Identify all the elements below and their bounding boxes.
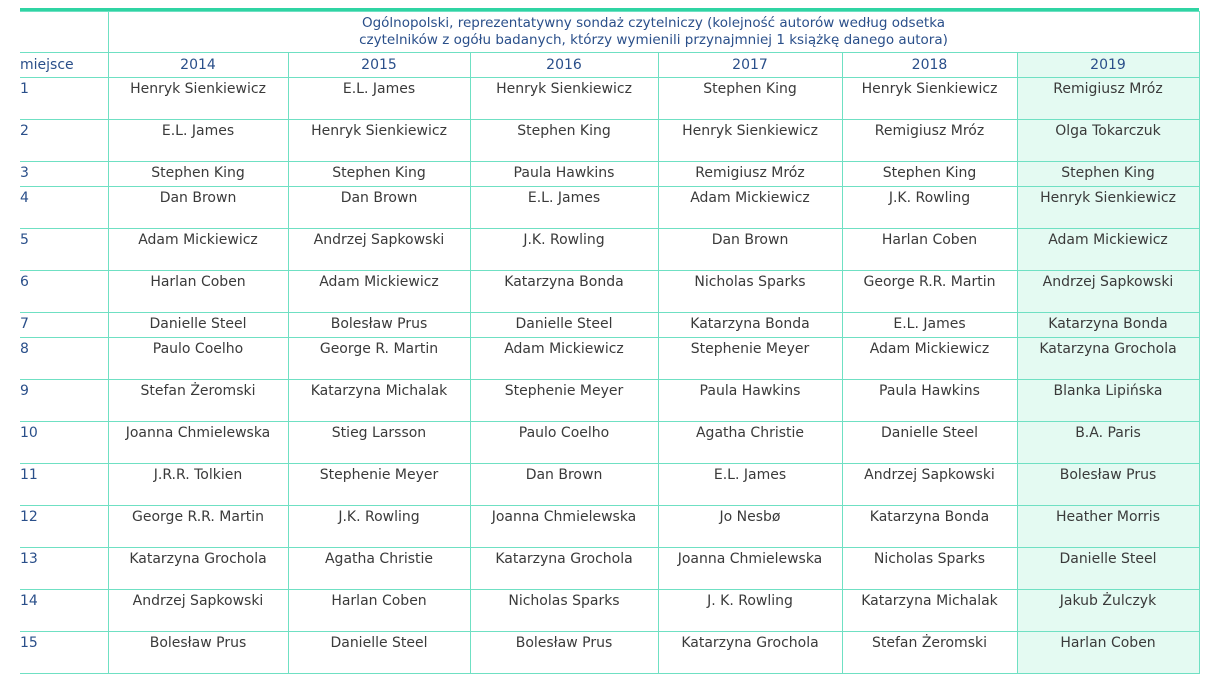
author-cell xyxy=(470,78,658,120)
title-blank-cell xyxy=(20,12,108,53)
rank-cell: 10 xyxy=(20,422,108,464)
author-cell xyxy=(1017,313,1199,338)
author-name: Henryk Sienkiewicz xyxy=(311,123,447,139)
table-title-line-1: Ogólnopolski, reprezentatywny sondaż czytelniczy (kolejność autorów według odsetka xyxy=(361,15,946,31)
author-name: Stephen King xyxy=(1061,165,1155,181)
author-cell xyxy=(470,187,658,229)
author-name: Stephen King xyxy=(703,81,797,97)
author-name: Harlan Coben xyxy=(150,274,246,290)
author-name: George R.R. Martin xyxy=(132,509,264,525)
author-cell xyxy=(1017,632,1199,674)
author-cell xyxy=(1017,590,1199,632)
author-name: B.A. Paris xyxy=(1075,425,1141,441)
author-cell xyxy=(108,162,288,187)
author-name: J. K. Rowling xyxy=(707,593,793,609)
author-cell xyxy=(470,590,658,632)
table-row xyxy=(20,380,1199,422)
author-name: Stephenie Meyer xyxy=(504,383,624,399)
author-name: Danielle Steel xyxy=(149,316,247,332)
rank-cell: 14 xyxy=(20,590,108,632)
author-name: E.L. James xyxy=(893,316,966,332)
author-cell xyxy=(842,464,1017,506)
author-name: Stephen King xyxy=(517,123,611,139)
author-name: Katarzyna Bonda xyxy=(1048,316,1168,332)
author-cell xyxy=(842,187,1017,229)
rank-column-header: miejsce xyxy=(20,53,108,78)
author-name: Stephen King xyxy=(151,165,245,181)
author-cell xyxy=(1017,338,1199,380)
author-name: Olga Tokarczuk xyxy=(1055,123,1161,139)
author-name: Dan Brown xyxy=(711,232,789,248)
author-cell xyxy=(842,590,1017,632)
author-name: Andrzej Sapkowski xyxy=(864,467,995,483)
author-name: Paula Hawkins xyxy=(513,165,615,181)
rank-cell: 7 xyxy=(20,313,108,338)
author-cell xyxy=(842,313,1017,338)
author-name: Katarzyna Bonda xyxy=(690,316,810,332)
author-name: Agatha Christie xyxy=(695,425,804,441)
author-name: E.L. James xyxy=(713,467,787,483)
author-cell xyxy=(658,632,842,674)
author-name: Harlan Coben xyxy=(331,593,427,609)
author-cell xyxy=(1017,120,1199,162)
table-row xyxy=(20,506,1199,548)
ranking-table-container xyxy=(20,8,1199,674)
author-name: Adam Mickiewicz xyxy=(690,190,810,206)
year-header-2019: 2019 xyxy=(1017,53,1199,78)
rank-cell: 8 xyxy=(20,338,108,380)
year-header-2016: 2016 xyxy=(470,53,658,78)
year-header-2015: 2015 xyxy=(288,53,470,78)
table-row xyxy=(20,338,1199,380)
author-cell xyxy=(288,187,470,229)
author-cell xyxy=(108,422,288,464)
author-name: Paulo Coelho xyxy=(518,425,610,441)
author-cell xyxy=(1017,506,1199,548)
author-name: Stieg Larsson xyxy=(331,425,427,441)
author-cell xyxy=(470,313,658,338)
author-cell xyxy=(108,271,288,313)
author-cell xyxy=(108,380,288,422)
table-row xyxy=(20,162,1199,187)
rank-cell: 9 xyxy=(20,380,108,422)
author-name: Nicholas Sparks xyxy=(694,274,806,290)
author-cell xyxy=(1017,162,1199,187)
rank-cell: 1 xyxy=(20,78,108,120)
author-name: Paula Hawkins xyxy=(879,383,980,399)
author-cell xyxy=(658,162,842,187)
author-name: Andrzej Sapkowski xyxy=(313,232,445,248)
author-cell xyxy=(842,271,1017,313)
author-name: Bolesław Prus xyxy=(149,635,247,651)
table-row xyxy=(20,464,1199,506)
author-name: Harlan Coben xyxy=(1060,635,1156,651)
author-name: Bolesław Prus xyxy=(1059,467,1157,483)
author-cell xyxy=(288,229,470,271)
author-cell xyxy=(108,338,288,380)
rank-cell: 13 xyxy=(20,548,108,590)
rank-cell: 5 xyxy=(20,229,108,271)
author-name: Bolesław Prus xyxy=(330,316,428,332)
author-name: Joanna Chmielewska xyxy=(491,509,637,525)
author-cell xyxy=(658,338,842,380)
author-name: E.L. James xyxy=(342,81,416,97)
author-cell xyxy=(1017,187,1199,229)
table-title xyxy=(108,12,1199,53)
author-cell xyxy=(108,229,288,271)
author-cell xyxy=(1017,229,1199,271)
author-cell xyxy=(470,548,658,590)
author-cell xyxy=(470,271,658,313)
author-name: Bolesław Prus xyxy=(515,635,613,651)
author-cell xyxy=(1017,380,1199,422)
author-name: Paula Hawkins xyxy=(699,383,801,399)
author-cell xyxy=(108,120,288,162)
author-name: Henryk Sienkiewicz xyxy=(1040,190,1176,206)
author-cell xyxy=(842,229,1017,271)
author-cell xyxy=(658,78,842,120)
author-name: George R. Martin xyxy=(319,341,439,357)
author-cell xyxy=(470,120,658,162)
author-name: Harlan Coben xyxy=(881,232,978,248)
author-cell xyxy=(470,464,658,506)
author-cell xyxy=(658,506,842,548)
author-cell xyxy=(842,422,1017,464)
author-cell xyxy=(108,632,288,674)
author-name: Danielle Steel xyxy=(880,425,979,441)
author-cell xyxy=(842,78,1017,120)
author-cell xyxy=(658,229,842,271)
authors-ranking-table xyxy=(20,11,1200,674)
author-cell xyxy=(288,338,470,380)
author-cell xyxy=(288,464,470,506)
author-name: Joanna Chmielewska xyxy=(125,425,271,441)
author-name: Katarzyna Michalak xyxy=(310,383,448,399)
year-header-2017: 2017 xyxy=(658,53,842,78)
author-name: Andrzej Sapkowski xyxy=(132,593,264,609)
author-cell xyxy=(1017,78,1199,120)
author-name: Remigiusz Mróz xyxy=(695,165,805,181)
table-row xyxy=(20,120,1199,162)
author-name: Adam Mickiewicz xyxy=(504,341,624,357)
author-cell xyxy=(108,590,288,632)
author-name: Stefan Żeromski xyxy=(140,383,256,399)
author-cell xyxy=(842,120,1017,162)
author-name: Stephen King xyxy=(882,165,977,181)
author-name: Blanka Lipińska xyxy=(1053,383,1163,399)
author-cell xyxy=(288,590,470,632)
table-row xyxy=(20,78,1199,120)
author-name: Katarzyna Grochola xyxy=(129,551,267,567)
author-name: Katarzyna Bonda xyxy=(869,509,990,525)
author-name: George R.R. Martin xyxy=(863,274,996,290)
author-cell xyxy=(658,464,842,506)
author-cell xyxy=(1017,271,1199,313)
author-name: Adam Mickiewicz xyxy=(869,341,990,357)
table-row xyxy=(20,632,1199,674)
author-name: Jo Nesbø xyxy=(719,509,781,525)
author-name: Danielle Steel xyxy=(330,635,428,651)
author-cell xyxy=(108,78,288,120)
author-cell xyxy=(1017,422,1199,464)
table-row xyxy=(20,313,1199,338)
author-cell xyxy=(658,380,842,422)
table-row xyxy=(20,548,1199,590)
table-row xyxy=(20,422,1199,464)
author-cell xyxy=(288,78,470,120)
author-name: Adam Mickiewicz xyxy=(319,274,439,290)
author-name: Stephen King xyxy=(332,165,426,181)
author-name: Stefan Żeromski xyxy=(872,635,987,651)
author-name: Andrzej Sapkowski xyxy=(1042,274,1174,290)
author-name: Henryk Sienkiewicz xyxy=(130,81,266,97)
author-name: Jakub Żulczyk xyxy=(1059,593,1157,609)
author-cell xyxy=(288,506,470,548)
author-name: Nicholas Sparks xyxy=(873,551,986,567)
author-cell xyxy=(470,380,658,422)
table-title-line-2: czytelników z ogółu badanych, którzy wymienili przynajmniej 1 książkę danego autora) xyxy=(359,32,948,48)
table-row xyxy=(20,229,1199,271)
author-name: E.L. James xyxy=(161,123,235,139)
author-cell xyxy=(842,162,1017,187)
author-cell xyxy=(842,506,1017,548)
rank-cell: 11 xyxy=(20,464,108,506)
author-name: Adam Mickiewicz xyxy=(138,232,258,248)
author-name: Nicholas Sparks xyxy=(508,593,620,609)
author-name: Dan Brown xyxy=(525,467,603,483)
author-cell xyxy=(842,632,1017,674)
author-name: J.R.R. Tolkien xyxy=(153,467,243,483)
author-cell xyxy=(1017,548,1199,590)
author-name: Henryk Sienkiewicz xyxy=(861,81,998,97)
author-name: Joanna Chmielewska xyxy=(677,551,823,567)
author-cell xyxy=(108,187,288,229)
year-header-2018: 2018 xyxy=(842,53,1017,78)
author-cell xyxy=(470,229,658,271)
author-cell xyxy=(658,548,842,590)
author-cell xyxy=(658,590,842,632)
author-name: Henryk Sienkiewicz xyxy=(496,81,632,97)
author-cell xyxy=(842,338,1017,380)
author-cell xyxy=(288,380,470,422)
year-header-2014: 2014 xyxy=(108,53,288,78)
rank-cell: 4 xyxy=(20,187,108,229)
rank-cell: 6 xyxy=(20,271,108,313)
author-name: Stephenie Meyer xyxy=(690,341,810,357)
author-name: Agatha Christie xyxy=(324,551,433,567)
author-cell xyxy=(658,271,842,313)
author-cell xyxy=(842,548,1017,590)
author-cell xyxy=(108,464,288,506)
author-name: Dan Brown xyxy=(340,190,418,206)
author-name: Danielle Steel xyxy=(1059,551,1157,567)
table-row xyxy=(20,187,1199,229)
author-name: Remigiusz Mróz xyxy=(874,123,985,139)
author-name: Adam Mickiewicz xyxy=(1048,232,1168,248)
author-cell xyxy=(842,380,1017,422)
author-cell xyxy=(470,506,658,548)
author-cell xyxy=(658,422,842,464)
author-name: J.K. Rowling xyxy=(338,509,420,525)
author-name: Stephenie Meyer xyxy=(319,467,439,483)
table-row xyxy=(20,590,1199,632)
author-name: Henryk Sienkiewicz xyxy=(682,123,818,139)
author-name: Remigiusz Mróz xyxy=(1053,81,1163,97)
author-cell xyxy=(288,422,470,464)
author-cell xyxy=(470,338,658,380)
rank-cell: 15 xyxy=(20,632,108,674)
rank-cell: 3 xyxy=(20,162,108,187)
author-name: Katarzyna Grochola xyxy=(681,635,819,651)
author-cell xyxy=(1017,464,1199,506)
author-name: Katarzyna Grochola xyxy=(495,551,633,567)
author-cell xyxy=(288,162,470,187)
author-cell xyxy=(288,632,470,674)
author-cell xyxy=(470,162,658,187)
author-name: Paulo Coelho xyxy=(152,341,244,357)
author-cell xyxy=(288,120,470,162)
table-title-row xyxy=(20,12,1199,53)
author-cell xyxy=(108,313,288,338)
author-name: Katarzyna Bonda xyxy=(504,274,624,290)
author-cell xyxy=(658,187,842,229)
author-cell xyxy=(288,548,470,590)
author-cell xyxy=(288,313,470,338)
year-header-row xyxy=(20,53,1199,78)
rank-cell: 2 xyxy=(20,120,108,162)
author-cell xyxy=(470,632,658,674)
author-name: Dan Brown xyxy=(159,190,237,206)
author-cell xyxy=(108,548,288,590)
rank-cell: 12 xyxy=(20,506,108,548)
author-cell xyxy=(470,422,658,464)
author-name: J.K. Rowling xyxy=(523,232,605,248)
author-cell xyxy=(288,271,470,313)
author-name: Heather Morris xyxy=(1056,509,1160,525)
author-name: Danielle Steel xyxy=(515,316,613,332)
author-name: Katarzyna Michalak xyxy=(861,593,998,609)
author-cell xyxy=(108,506,288,548)
author-name: Katarzyna Grochola xyxy=(1039,341,1177,357)
author-name: J.K. Rowling xyxy=(888,190,971,206)
author-cell xyxy=(658,120,842,162)
table-row xyxy=(20,271,1199,313)
author-cell xyxy=(658,313,842,338)
author-name: E.L. James xyxy=(527,190,601,206)
